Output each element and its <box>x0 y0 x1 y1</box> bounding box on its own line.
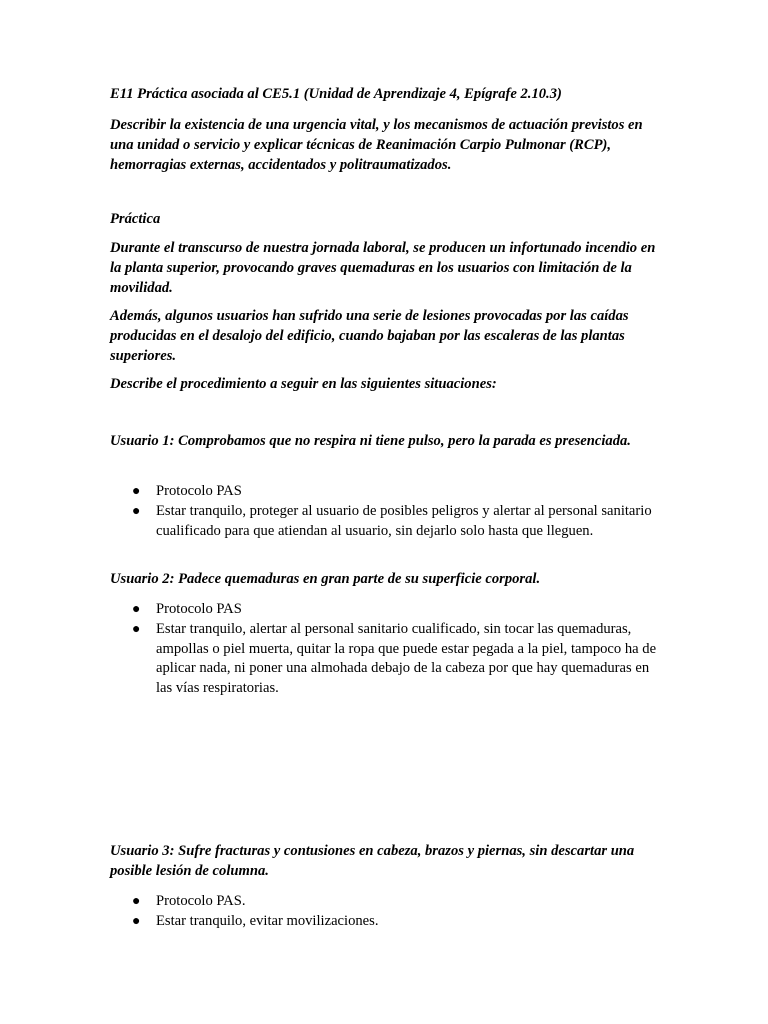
bullet-icon: ● <box>132 503 141 519</box>
bullet-icon: ● <box>132 621 141 637</box>
scenario-paragraph-2: Además, algunos usuarios han sufrido una serie de lesiones provocadas por las caídas producidas en el desalojo del edificio, cuando bajaban por las escaleras de las plantas superiores. <box>110 308 629 364</box>
case-2-title: Usuario 2: Padece quemaduras en gran parte de su superficie corporal. <box>110 571 541 587</box>
case-3-list <box>110 892 660 932</box>
instruction-text: Describe el procedimiento a seguir en las siguientes situaciones: <box>110 376 497 392</box>
practice-title: Práctica <box>110 211 161 227</box>
list-item-text: Estar tranquilo, evitar movilizaciones. <box>156 912 379 929</box>
task-description: Describir la existencia de una urgencia vital, y los mecanismos de actuación previstos en una unidad o servicio y explicar técnicas de Reanimación Carpio Pulmonar (RCP), hemorragias externas, accidentados y politraumatizados. <box>110 117 643 173</box>
list-item-text: Protocolo PAS <box>156 483 242 499</box>
case-1-list <box>110 482 660 541</box>
list-item <box>110 892 660 912</box>
list-item <box>110 912 660 932</box>
bullet-icon: ● <box>132 602 141 617</box>
document-heading: E11 Práctica asociada al CE5.1 (Unidad de Aprendizaje 4, Epígrafe 2.10.3) <box>110 86 562 102</box>
list-item-text: Protocolo PAS. <box>156 893 246 909</box>
bullet-icon: ● <box>132 484 141 499</box>
list-item-text: Estar tranquilo, proteger al usuario de posibles peligros y alertar al personal sanitario cualificado para que atiendan al usuario, sin dejarlo solo hasta que lleguen. <box>156 502 652 539</box>
bullet-icon: ● <box>132 894 141 909</box>
list-item <box>110 600 660 620</box>
case-1-title: Usuario 1: Comprobamos que no respira ni tiene pulso, pero la parada es presenciada. <box>110 433 631 449</box>
case-2-list <box>110 600 660 699</box>
list-item <box>110 482 660 502</box>
list-item <box>110 502 660 542</box>
bullet-icon: ● <box>132 913 141 929</box>
list-item-text: Estar tranquilo, alertar al personal sanitario cualificado, sin tocar las quemaduras, ampollas o piel muerta, quitar la ropa que puede estar pegada a la piel, tampoco ha de aplicar nada, ni poner una almohada debajo de la cabeza por que hay quemaduras en las vías respiratorias. <box>156 620 657 697</box>
list-item-text: Protocolo PAS <box>156 601 242 617</box>
list-item <box>110 620 660 699</box>
case-3-title: Usuario 3: Sufre fracturas y contusiones en cabeza, brazos y piernas, sin descartar una posible lesión de columna. <box>110 843 635 879</box>
scenario-paragraph-1: Durante el transcurso de nuestra jornada laboral, se producen un infortunado incendio en la planta superior, provocando graves quemaduras en los usuarios con limitación de la movilidad. <box>110 240 656 296</box>
